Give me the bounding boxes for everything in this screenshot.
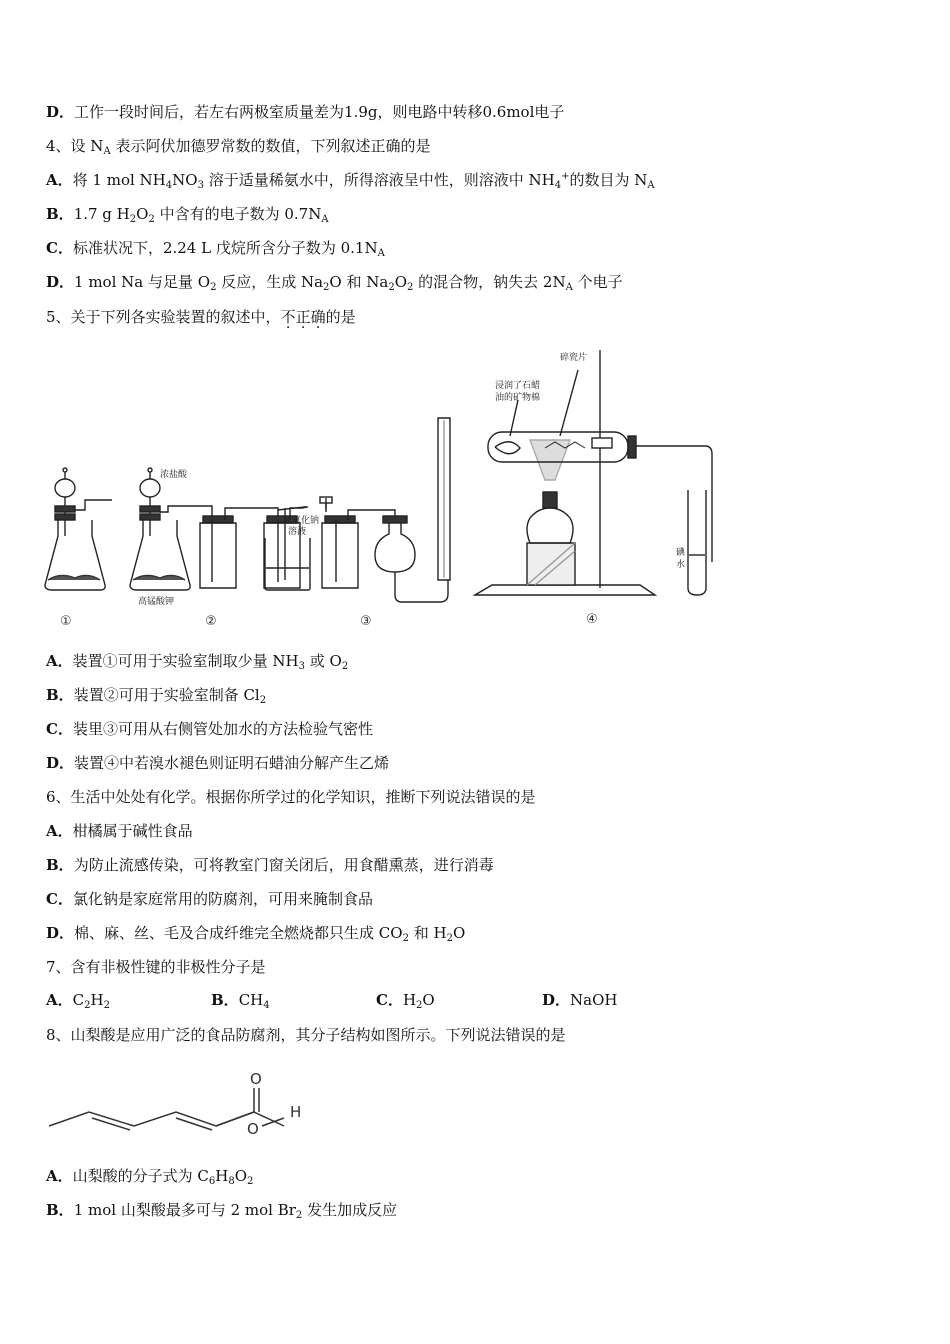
text: CH: [238, 991, 264, 1009]
text: 或 O: [305, 652, 342, 670]
sub: 2: [416, 1000, 423, 1011]
text: 的数目为 N: [569, 171, 648, 189]
label-apparatus-3: ③: [360, 614, 372, 629]
q5-option-c: [46, 719, 373, 739]
label-conc-hcl: 浓盐酸: [160, 470, 188, 480]
sub: 4: [165, 180, 173, 191]
atom-h: H: [290, 1103, 302, 1121]
option-letter: A．: [46, 991, 73, 1009]
label-shards: 碎瓷片: [560, 353, 588, 363]
apparatus-2: [130, 468, 310, 590]
emphasis-char: 正: [295, 308, 311, 326]
text: O: [452, 924, 466, 942]
q6-option-c: [46, 889, 373, 909]
option-letter: B．: [211, 991, 239, 1009]
option-letter: B．: [46, 686, 74, 704]
option-text: 工作一段时间后，若左右两极室质量差为1.9g，则电路中转移0.6mol电子: [74, 103, 565, 121]
text: 为防止流感传染，可将教室门窗关闭后，用食醋熏蒸，进行消毒: [73, 856, 494, 874]
option-letter: D．: [46, 273, 75, 291]
option-letter: C．: [46, 720, 73, 738]
sub: 2: [295, 1210, 303, 1221]
stem-text: 5、关于下列各实验装置的叙述中，: [46, 308, 281, 326]
sub: 3: [197, 180, 204, 191]
text: 1.7 g H: [73, 205, 130, 223]
option-letter: D．: [542, 991, 571, 1009]
text: O: [422, 991, 435, 1009]
text: 柑橘属于碱性食品: [72, 822, 193, 840]
text: O: [136, 205, 149, 223]
sub: A: [321, 214, 329, 225]
q4-option-b: [46, 204, 329, 224]
q5-apparatus-figure: [40, 340, 730, 635]
q8-option-b: [46, 1200, 397, 1220]
sub: A: [377, 248, 385, 259]
stem-text: 4、设 N: [46, 137, 104, 155]
q6-option-d: [46, 923, 465, 943]
stem-sub: A: [103, 146, 111, 157]
option-letter: C．: [46, 239, 73, 257]
label-kmno4: 高锰酸钾: [138, 597, 175, 607]
q5-option-b: [46, 685, 266, 705]
label-apparatus-1: ①: [60, 614, 72, 629]
option-letter: D．: [46, 103, 75, 121]
text: 标准状况下，2.24 L 戊烷所含分子数为 0.1N: [72, 239, 378, 257]
q6-stem: 6、生活中处处有化学。根据你所学过的化学知识，推断下列说法错误的是: [46, 788, 536, 806]
label-apparatus-4: ④: [586, 612, 598, 627]
text: H: [90, 991, 104, 1009]
sub: 6: [208, 1176, 216, 1187]
option-letter: A．: [46, 171, 73, 189]
text: 和 H: [408, 924, 447, 942]
q6-option-a: [46, 821, 193, 841]
sub: 2: [148, 214, 155, 225]
option-letter: B．: [46, 205, 74, 223]
option-letter: D．: [46, 924, 75, 942]
option-letter: A．: [46, 1167, 73, 1185]
text: NaOH: [570, 991, 618, 1009]
q4-option-d: [46, 272, 623, 292]
q4-stem: [46, 136, 430, 156]
text: H: [402, 991, 417, 1009]
text: O 和 Na: [329, 273, 389, 291]
sub: 4: [554, 180, 562, 191]
sub: 3: [298, 661, 305, 672]
option-letter: A．: [46, 822, 73, 840]
text: 1 mol Na 与足量 O: [74, 273, 211, 291]
sub: 2: [210, 282, 217, 293]
text: O: [234, 1167, 248, 1185]
sup: +: [561, 171, 570, 182]
apparatus-3: [320, 418, 450, 602]
text: 个电子: [572, 273, 623, 291]
q7-option-c: [376, 990, 435, 1010]
text: H: [215, 1167, 229, 1185]
q5-stem: [46, 307, 356, 327]
q6-option-b: [46, 855, 494, 875]
stem-text-rest: 表示阿伏加德罗常数的数值，下列叙述正确的是: [110, 137, 431, 155]
text: 反应，生成 Na: [216, 273, 324, 291]
q3-option-d: [46, 102, 564, 122]
q4-option-c: [46, 238, 385, 258]
label-mineral-wool-1: 浸润了石蜡: [495, 381, 541, 391]
text: 中含有的电子数为 0.7N: [154, 205, 322, 223]
q4-option-a: [46, 170, 655, 190]
sub: 2: [247, 1176, 254, 1187]
sub: 2: [407, 282, 414, 293]
q8-sorbic-acid-structure: [44, 1068, 324, 1148]
sub: 2: [129, 214, 137, 225]
emphasis-char: 确: [310, 308, 326, 326]
sub: 4: [263, 1000, 270, 1011]
sub: 2: [388, 282, 395, 293]
sub: A: [647, 180, 655, 191]
text: 1 mol 山梨酸最多可与 2 mol Br: [73, 1201, 296, 1219]
q8-stem: 8、山梨酸是应用广泛的食品防腐剂，其分子结构如图所示。下列说法错误的是: [46, 1026, 566, 1044]
label-mineral-wool-2: 油的矿物棉: [495, 393, 541, 403]
option-letter: C．: [46, 890, 73, 908]
text: 将 1 mol NH: [72, 171, 166, 189]
text: 溶于适量稀氨水中，所得溶液呈中性，则溶液中 NH: [203, 171, 555, 189]
label-naoh-2: 溶液: [288, 527, 307, 537]
text: O: [394, 273, 408, 291]
text: C: [72, 991, 85, 1009]
sub: 2: [259, 695, 267, 706]
option-letter: C．: [376, 991, 403, 1009]
q8-option-a: [46, 1166, 253, 1186]
q5-option-d: [46, 753, 389, 773]
q7-option-a: [46, 990, 110, 1010]
text: 棉、麻、丝、毛及合成纤维完全燃烧都只生成 CO: [74, 924, 403, 942]
label-apparatus-2: ②: [205, 614, 217, 629]
text: 发生加成反应: [302, 1201, 398, 1219]
q7-stem: 7、含有非极性键的非极性分子是: [46, 958, 266, 976]
text: 山梨酸的分子式为 C: [72, 1167, 209, 1185]
label-bromine-1: 碘: [676, 548, 686, 558]
sub: 2: [323, 282, 330, 293]
text: 装置④中若溴水褪色则证明石蜡油分解产生乙烯: [74, 754, 390, 772]
q7-option-d: [542, 990, 617, 1010]
text: 装置②可用于实验室制备 Cl: [73, 686, 260, 704]
text: 氯化钠是家庭常用的防腐剂，可用来腌制食品: [72, 890, 373, 908]
atom-o-carbonyl: O: [250, 1070, 262, 1088]
emphasis-char: 不: [280, 308, 296, 326]
label-naoh: 氢氧化钠: [283, 516, 320, 526]
q7-option-b: [211, 990, 270, 1010]
sub: 2: [402, 933, 409, 944]
text: 装里③可用从右侧管处加水的方法检验气密性: [72, 720, 373, 738]
option-letter: B．: [46, 856, 74, 874]
sub: 8: [228, 1176, 235, 1187]
text: 装置①可用于实验室制取少量 NH: [72, 652, 299, 670]
label-bromine-2: 水: [676, 560, 686, 570]
sub: 2: [341, 661, 349, 672]
text: NO: [172, 171, 198, 189]
apparatus-1: [45, 468, 112, 590]
atom-o-hydroxyl: O: [247, 1120, 259, 1138]
sub: 2: [84, 1000, 91, 1011]
q5-option-a: [46, 651, 348, 671]
option-letter: A．: [46, 652, 73, 670]
sub: 2: [446, 933, 453, 944]
option-letter: D．: [46, 754, 75, 772]
sub: 2: [103, 1000, 110, 1011]
stem-text: 的是: [325, 308, 356, 326]
sub: A: [565, 282, 573, 293]
option-letter: B．: [46, 1201, 74, 1219]
text: 的混合物，钠失去 2N: [413, 273, 566, 291]
